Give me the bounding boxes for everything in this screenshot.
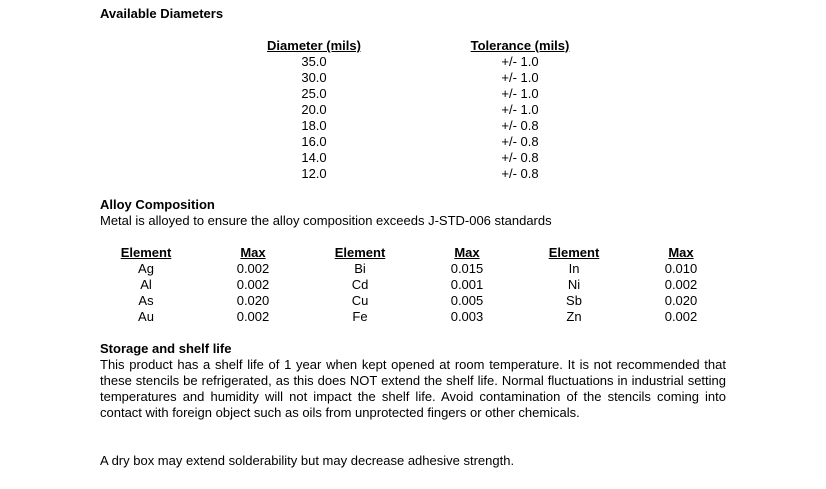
diameter-header: Diameter (mils) [267, 38, 361, 53]
tolerance-value: +/- 0.8 [501, 150, 539, 165]
element-symbol: Zn [566, 309, 582, 324]
max-value: 0.002 [236, 261, 270, 276]
max-header: Max [240, 245, 266, 260]
tolerance-value: +/- 0.8 [501, 166, 539, 181]
element-symbol: Bi [354, 261, 366, 276]
diameter-value: 30.0 [301, 70, 327, 85]
element-column [320, 245, 400, 325]
tolerance-value: +/- 0.8 [501, 118, 539, 133]
tolerance-value: +/- 0.8 [501, 134, 539, 149]
tolerance-value: +/- 1.0 [501, 54, 539, 69]
max-header: Max [454, 245, 480, 260]
max-value: 0.003 [450, 309, 484, 324]
diameters-heading: Available Diameters [100, 6, 224, 21]
max-value: 0.002 [236, 309, 270, 324]
max-value: 0.020 [664, 293, 698, 308]
element-symbol: In [568, 261, 580, 276]
element-symbol: Au [138, 309, 154, 324]
diameter-value: 18.0 [301, 118, 327, 133]
diameter-value: 35.0 [301, 54, 327, 69]
diameter-column [254, 38, 374, 182]
diameter-value: 20.0 [301, 102, 327, 117]
element-symbol: As [138, 293, 154, 308]
storage-note: A dry box may extend solderability but may decrease adhesive strength. [100, 453, 515, 468]
element-column [106, 245, 186, 325]
max-value: 0.002 [236, 277, 270, 292]
alloy-description: Metal is alloyed to ensure the alloy composition exceeds J-STD-006 standards [100, 213, 552, 228]
diameter-value: 16.0 [301, 134, 327, 149]
tolerance-header: Tolerance (mils) [470, 38, 570, 53]
element-symbol: Sb [566, 293, 582, 308]
max-header: Max [668, 245, 694, 260]
storage-heading: Storage and shelf life [100, 341, 232, 356]
max-column [432, 245, 502, 325]
max-value: 0.020 [236, 293, 270, 308]
max-column [646, 245, 716, 325]
diameter-value: 14.0 [301, 150, 327, 165]
max-value: 0.010 [664, 261, 698, 276]
max-value: 0.002 [664, 309, 698, 324]
element-symbol: Fe [352, 309, 368, 324]
max-column [218, 245, 288, 325]
element-symbol: Ni [567, 277, 581, 292]
element-symbol: Al [140, 277, 152, 292]
alloy-heading: Alloy Composition [100, 197, 215, 212]
diameter-value: 12.0 [301, 166, 327, 181]
max-value: 0.015 [450, 261, 484, 276]
tolerance-value: +/- 1.0 [501, 102, 539, 117]
element-header: Element [120, 245, 172, 260]
element-symbol: Cu [351, 293, 369, 308]
tolerance-value: +/- 1.0 [501, 86, 539, 101]
element-symbol: Ag [138, 261, 154, 276]
element-column [534, 245, 614, 325]
element-header: Element [548, 245, 600, 260]
max-value: 0.002 [664, 277, 698, 292]
max-value: 0.005 [450, 293, 484, 308]
max-value: 0.001 [450, 277, 484, 292]
storage-paragraph: This product has a shelf life of 1 year when kept opened at room temperature. It is not recommended that these stencils be refrigerated, as this does NOT extend the shelf life. Normal fluctuations in industrial setting temperatures and humidity will not impact the shelf life. Avoid contamination of the stencils coming into contact with foreign object such as oils from unprotected fingers or other chemicals. [100, 357, 726, 420]
tolerance-value: +/- 1.0 [501, 70, 539, 85]
diameter-value: 25.0 [301, 86, 327, 101]
element-header: Element [334, 245, 386, 260]
tolerance-column [455, 38, 585, 182]
element-symbol: Cd [351, 277, 369, 292]
